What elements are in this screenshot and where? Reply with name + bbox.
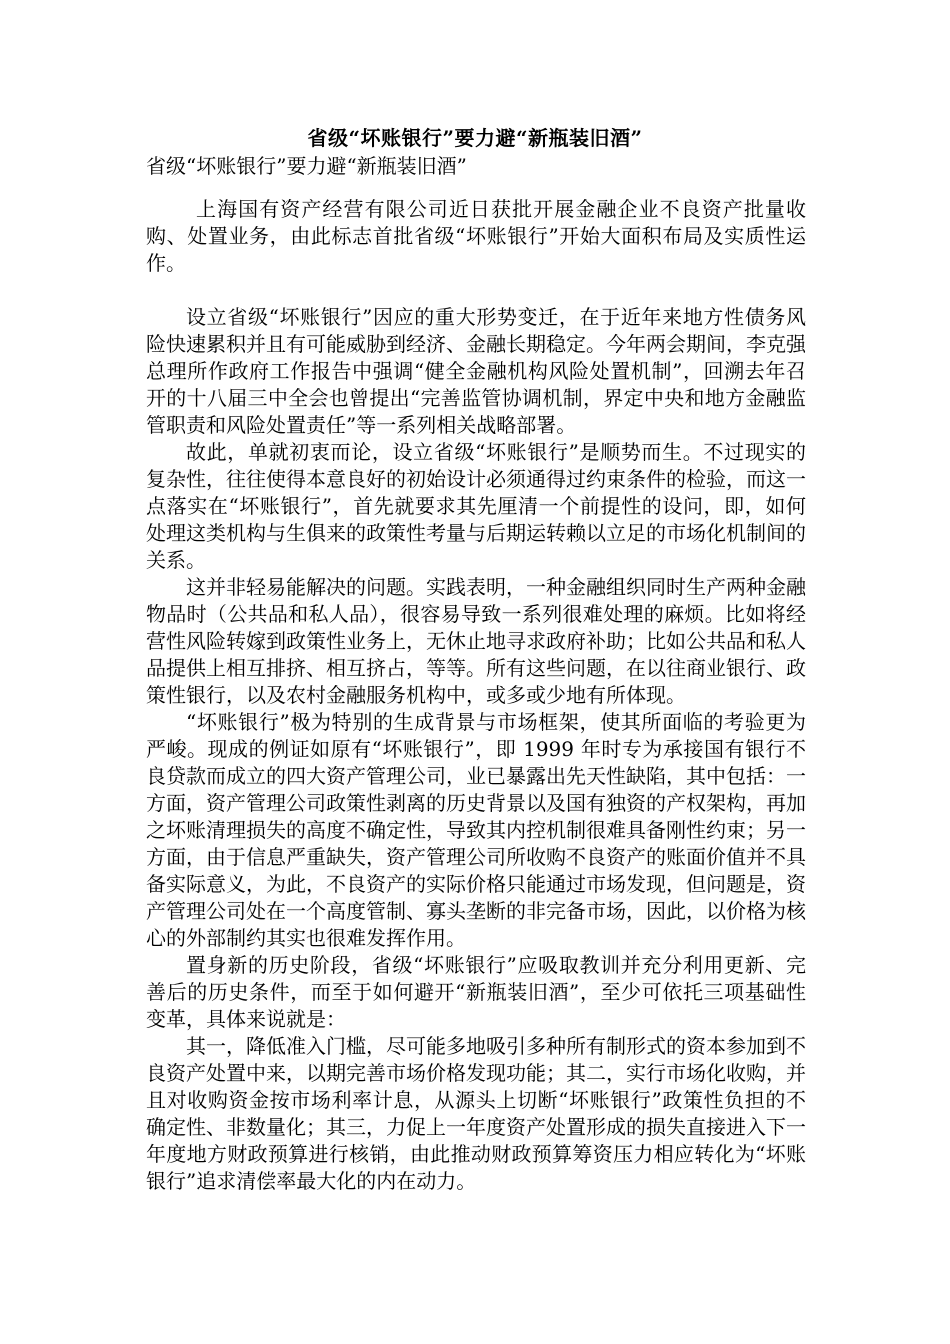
document-subtitle: 省级“坏账银行”要力避“新瓶装旧酒” xyxy=(146,154,467,178)
paragraph-7: 其一，降低准入门槛，尽可能多地吸引多种所有制形式的资本参加到不良资产处置中来，以期完善市场价格发现功能；其二，实行市场化收购，并且对收购资金按市场利率计息，从源头上切断“坏账银行”政策性负担的不确定性、非数量化；其三，力促上一年度资产处置形成的损失直接进入下一年度地方财政预算进行核销，由此推动财政预算筹资压力相应转化为“坏账银行”追求清偿率最大化的内在动力。 xyxy=(146,1034,806,1193)
paragraph-5: “坏账银行”极为特别的生成背景与市场框架，使其所面临的考验更为严峻。现成的例证如原有“坏账银行”，即 1999 年时专为承接国有银行不良贷款而成立的四大资产管理公司，业已暴露出先天性缺陷，其中包括：一方面，资产管理公司政策性剥离的历史背景以及国有独资的产权架构，再加之坏账清理损失的高度不确定性，导致其内控机制很难具备刚性约束；另一方面，由于信息严重缺失，资产管理公司所收购不良资产的账面价值并不具备实际意义，为此，不良资产的实际价格只能通过市场发现，但问题是，资产管理公司处在一个高度管制、寡头垄断的非完备市场，因此，以价格为核心的外部制约其实也很难发挥作用。 xyxy=(146,710,806,950)
paragraph-6: 置身新的历史阶段，省级“坏账银行”应吸取教训并充分利用更新、完善后的历史条件，而至于如何避开“新瓶装旧酒”，至少可依托三项基础性变革，具体来说就是： xyxy=(146,953,806,1031)
paragraph-1: 上海国有资产经营有限公司近日获批开展金融企业不良资产批量收购、处置业务，由此标志首批省级“坏账银行”开始大面积布局及实质性运作。 xyxy=(146,197,806,275)
paragraph-4: 这并非轻易能解决的问题。实践表明，一种金融组织同时生产两种金融物品时（公共品和私人品），很容易导致一系列很难处理的麻烦。比如将经营性风险转嫁到政策性业务上，无休止地寻求政府补助；比如公共品和私人品提供上相互排挤、相互挤占，等等。所有这些问题，在以往商业银行、政策性银行，以及农村金融服务机构中，或多或少地有所体现。 xyxy=(146,575,806,707)
document-title: 省级“坏账银行”要力避“新瓶装旧酒” xyxy=(307,126,643,150)
paragraph-3: 故此，单就初衷而论，设立省级“坏账银行”是顺势而生。不过现实的复杂性，往往使得本意良好的初始设计必须通得过约束条件的检验，而这一点落实在“坏账银行”，首先就要求其先厘清一个前提性的设问，即，如何处理这类机构与生俱来的政策性考量与后期运转赖以立足的市场化机制间的关系。 xyxy=(146,440,806,572)
document-body xyxy=(146,196,806,1195)
paragraph-2: 设立省级“坏账银行”因应的重大形势变迁，在于近年来地方性债务风险快速累积并且有可能威胁到经济、金融长期稳定。今年两会期间，李克强总理所作政府工作报告中强调“健全金融机构风险处置机制”，回溯去年召开的十八届三中全会也曾提出“完善监管协调机制，界定中央和地方金融监管职责和风险处置责任”等一系列相关战略部署。 xyxy=(146,305,806,437)
